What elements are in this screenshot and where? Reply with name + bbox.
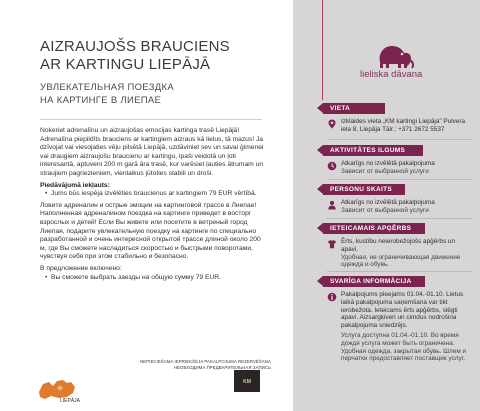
divider bbox=[40, 119, 262, 120]
offer-item-lv: • Jums būs iespēja izvēlēties braucienus ar kartingiem 79 EUR vērtībā. bbox=[45, 190, 265, 199]
page-subtitle bbox=[40, 81, 174, 107]
clothing-heading: IETEICAMAIS APĢĒRBS bbox=[323, 223, 425, 234]
important-text-lv: Pakalpojums pieejams 01.04.-01.10. Lietus laikā pakalpojuma saņemšana var tikt ierobežota. Ieteicams ērts apģērbs, slēgti apavi. Aizsargķiveri un cimdus nodrošina pakalpojuma sniedzējs. bbox=[341, 291, 464, 330]
location-info bbox=[327, 118, 472, 134]
duration-info bbox=[327, 160, 472, 176]
description bbox=[40, 127, 265, 282]
elephant-icon bbox=[374, 40, 418, 70]
offer-list-lv bbox=[40, 190, 265, 199]
offer-heading-lv: Piedāvājumā iekļauts: bbox=[40, 181, 110, 189]
divider bbox=[327, 139, 472, 140]
subtitle-line-1: УВЛЕКАТЕЛЬНАЯ ПОЕЗДКА bbox=[40, 82, 174, 93]
duration-text-ru: Зависит от выбранной услуги bbox=[341, 167, 429, 175]
subtitle-line-2: НА КАРТИНГЕ В ЛИЕПАЕ bbox=[40, 95, 162, 106]
notice-line-1: NEPIECIEŠAMA IEPRIEKŠĒJA PAKALPOJUMA REZERVĒŠANA bbox=[140, 359, 271, 364]
notice-line-2: НЕОБХОДИМА ПРЕДВАРИТЕЛЬНАЯ ЗАПИСЬ bbox=[173, 365, 271, 370]
location-heading: VIETA bbox=[323, 103, 385, 114]
offer-item-ru: • Вы сможете выбрать заезды на общую сумму 79 EUR. bbox=[45, 274, 265, 283]
location-text: Izklaides vieta „KM kartingi Liepāja" Pulvera iela 8, Liepāja Tālr.: +371 2672 5537 bbox=[341, 118, 466, 133]
clothing-text-ru: Удобная, не ограничивающая движение одежда и обувь. bbox=[341, 253, 461, 269]
people-info bbox=[327, 199, 472, 215]
shirt-icon bbox=[327, 239, 337, 249]
clock-icon bbox=[327, 161, 337, 171]
title-line-2: AR KARTINGU LIEPĀJĀ bbox=[40, 56, 211, 73]
person-icon bbox=[327, 200, 337, 210]
divider bbox=[327, 218, 472, 219]
brand-accent-line bbox=[322, 0, 323, 100]
offer-heading-ru: В предложение включено: bbox=[40, 264, 122, 272]
region-label: LIEPĀJA bbox=[60, 398, 81, 404]
info-icon bbox=[327, 292, 337, 302]
intro-lv: Nokeriet adrenalīnu un aizraujošas emocijas kartinga trasē Liepājā! Adrenalīna piepildīts brauciens ar kartingiem aizraus kā lielus, tā mazus! Ja dzīvojat vai viesojaties vēju pilsētā Liepājā, uzdāviniet sev un savai ģimenei vai draugiem aizraujošu braucienu ar kartingu, ipaši veidotā un ļoti interesantā, aptuveni 200 m garā āra trasē, kur varēsiet ļauties ātrumam un straujiem pagriezieniem, vienlaikus jūtoties stabili un droši. bbox=[40, 127, 264, 177]
offer-list-ru bbox=[40, 274, 265, 283]
duration-text-lv: Atkarīgs no izvēlētā pakalpojuma bbox=[341, 160, 435, 167]
page-title bbox=[40, 38, 230, 74]
important-info bbox=[327, 291, 472, 363]
people-heading: PERSONU SKAITS bbox=[323, 184, 405, 195]
clothing-text-lv: Ērts, kustību neierobežojošs apģērbs un apavi. bbox=[341, 238, 456, 253]
duration-heading: AKTIVITĀTES ILGUMS bbox=[323, 145, 423, 156]
people-text-ru: Зависит от выбранной услуги bbox=[341, 206, 429, 214]
intro-ru: Ловите адреналин и острые эмоции на картинговой трассе в Лиепае! Наполненная адреналином поездка на картинге приведет в восторг взрослых и детей! Если Вы живете или посетите в ветреный город Лиепая, подарите увлекательную поездку на картинге по специально разработанной и очень интересной открытой трассе длиной около 200 м, где Вы сможете насладиться скоростью и быстрыми поворотами, чувствуя себя при этом стабильно и безопасно. bbox=[40, 201, 261, 261]
title-line-1: AIZRAUJOŠS BRAUCIENS bbox=[40, 38, 230, 55]
partner-logo bbox=[234, 370, 260, 392]
map-pin-icon bbox=[327, 119, 337, 129]
divider bbox=[327, 271, 472, 272]
important-text-ru: Услуга доступна 01.04.-01.10. Во время дождя услуга может быть ограничена. Удобная одежда, закрытая обувь. Шлем и перчатки предоставляет поставщик услуг. bbox=[341, 331, 467, 363]
divider bbox=[327, 179, 472, 180]
clothing-info bbox=[327, 238, 472, 269]
brand-name: lieliska dāvana bbox=[360, 69, 423, 80]
people-text-lv: Atkarīgs no izvēlētā pakalpojuma bbox=[341, 199, 435, 206]
important-heading: SVARĪGA INFORMĀCIJA bbox=[323, 276, 425, 287]
partner-logo-text: KM bbox=[243, 379, 251, 385]
